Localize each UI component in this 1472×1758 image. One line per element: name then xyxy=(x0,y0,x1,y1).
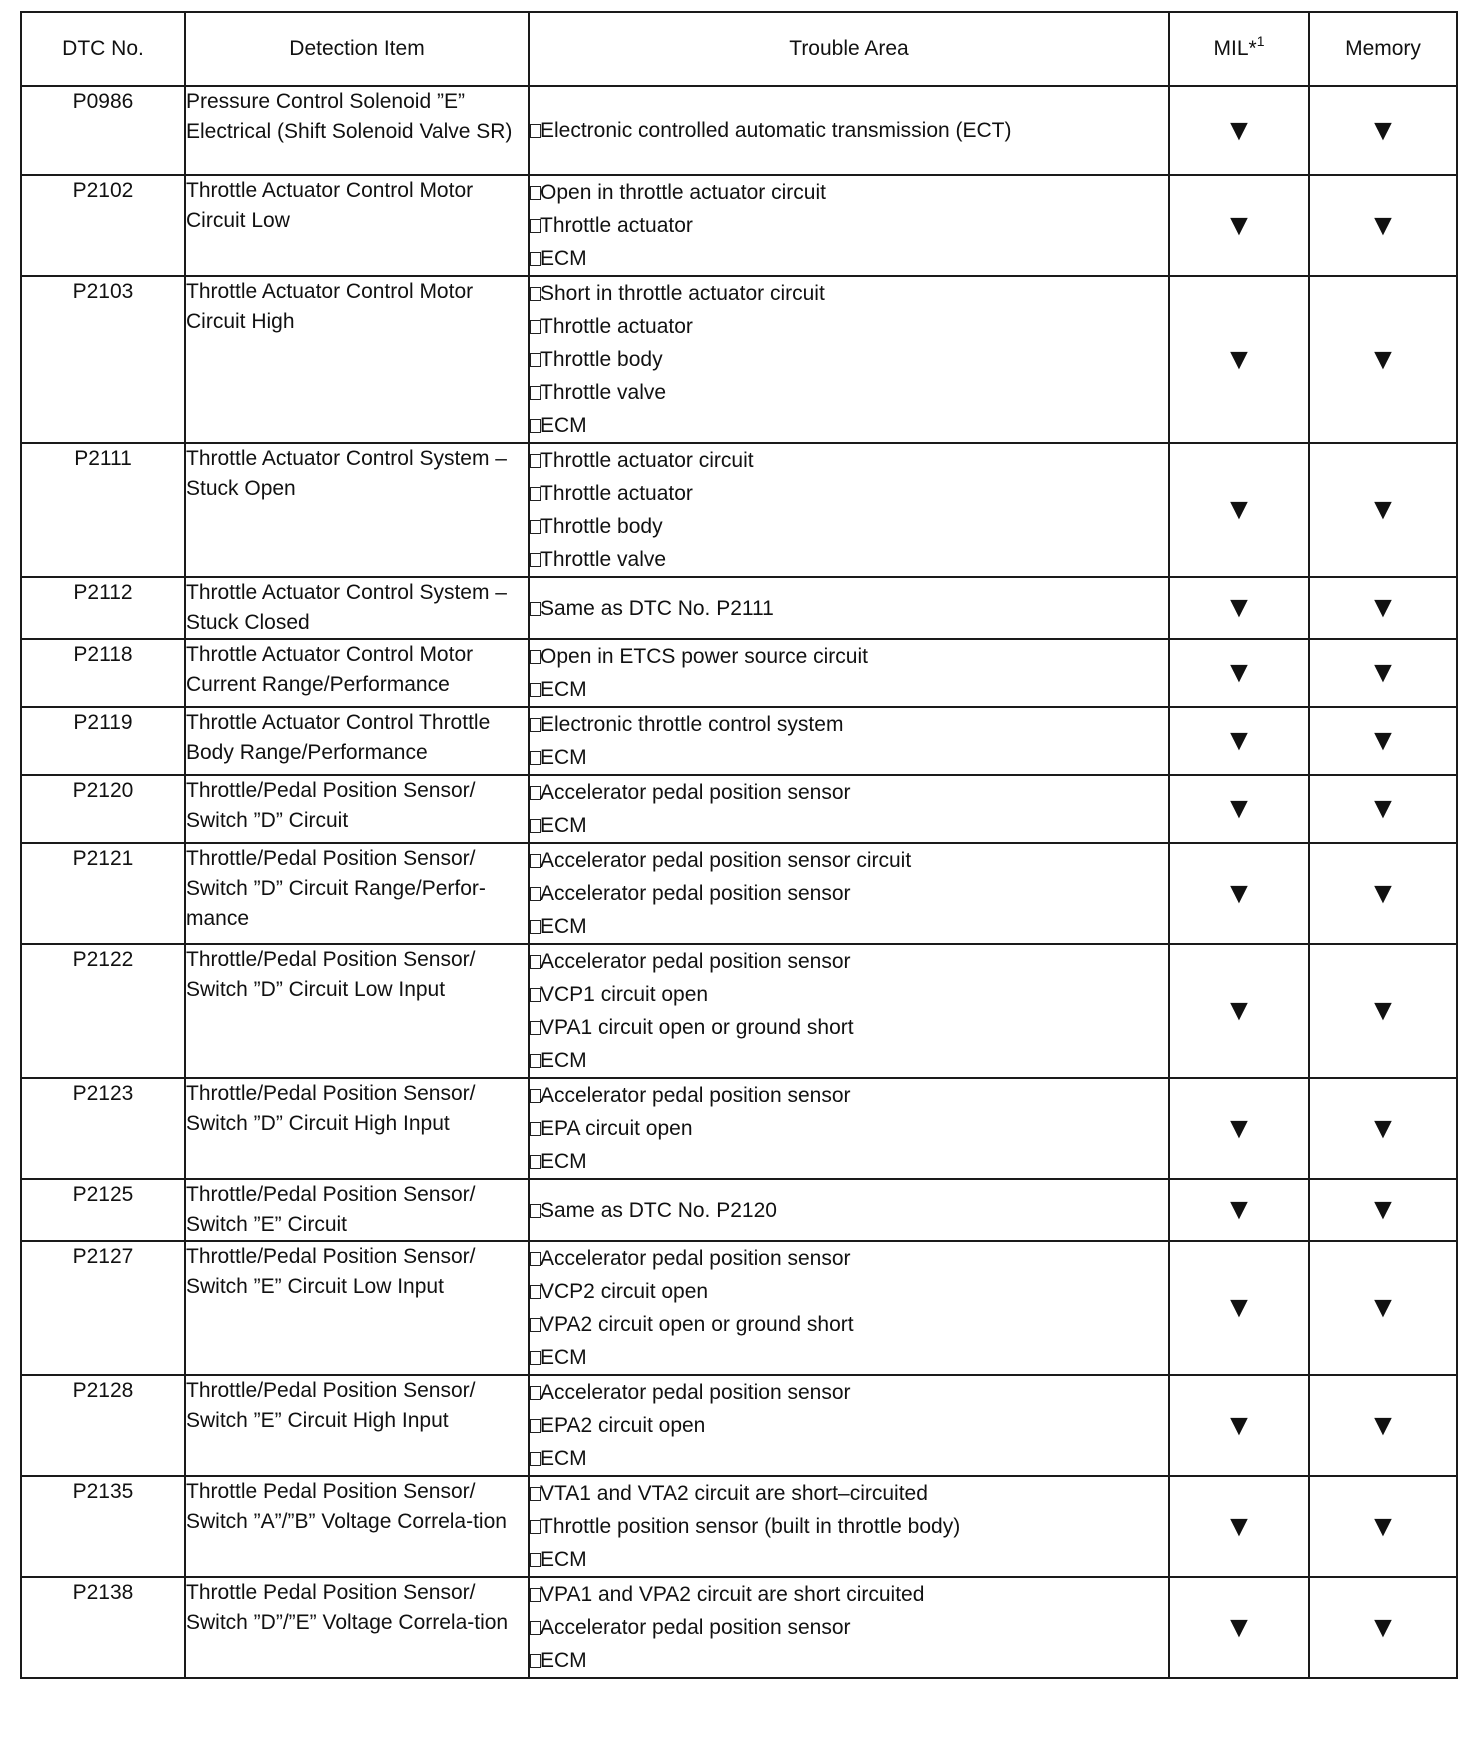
trouble-area-text: Throttle position sensor (built in throttle body) xyxy=(540,1515,961,1538)
trouble-area-text: Accelerator pedal position sensor circuit xyxy=(540,849,912,872)
trouble-area-item xyxy=(530,1308,1168,1341)
trouble-area-text: Accelerator pedal position sensor xyxy=(540,882,851,905)
trouble-area-text: Same as DTC No. P2111 xyxy=(540,596,774,620)
trouble-area-item xyxy=(530,310,1168,343)
trouble-area-text: VCP2 circuit open xyxy=(540,1280,709,1303)
trouble-area-text: Throttle body xyxy=(540,348,663,371)
mil-indicator-cell: ▼ xyxy=(1169,1241,1309,1375)
trouble-area-item xyxy=(530,1145,1168,1178)
trouble-area-item xyxy=(530,776,1168,809)
table-row xyxy=(21,1179,1457,1241)
dtc-code-cell: P2125 xyxy=(21,1179,185,1241)
memory-indicator-cell: ▼ xyxy=(1309,443,1457,577)
trouble-area-item xyxy=(530,844,1168,877)
dtc-code-cell: P2120 xyxy=(21,775,185,843)
trouble-area-cell xyxy=(529,1179,1169,1241)
trouble-area-text: VTA1 and VTA2 circuit are short–circuited xyxy=(540,1482,928,1505)
trouble-area-text: EPA2 circuit open xyxy=(540,1414,706,1437)
trouble-area-text: Accelerator pedal position sensor xyxy=(540,1084,851,1107)
trouble-area-item xyxy=(530,640,1168,673)
trouble-area-cell xyxy=(529,944,1169,1078)
trouble-area-item xyxy=(530,477,1168,510)
trouble-area-text: ECM xyxy=(540,1447,587,1470)
trouble-area-text: Electronic throttle control system xyxy=(540,713,844,736)
trouble-area-item xyxy=(530,376,1168,409)
dtc-code-cell: P2103 xyxy=(21,276,185,443)
dtc-code-cell: P2122 xyxy=(21,944,185,1078)
trouble-area-text: Open in ETCS power source circuit xyxy=(540,645,868,668)
table-row xyxy=(21,1078,1457,1179)
trouble-area-text: ECM xyxy=(540,746,587,769)
header-dtc-no: DTC No. xyxy=(21,12,185,86)
trouble-area-cell xyxy=(529,1476,1169,1577)
trouble-area-text: Throttle actuator xyxy=(540,482,693,505)
memory-indicator-cell: ▼ xyxy=(1309,1078,1457,1179)
trouble-area-item xyxy=(530,809,1168,842)
memory-indicator-cell: ▼ xyxy=(1309,1375,1457,1476)
trouble-area-text: VPA2 circuit open or ground short xyxy=(540,1313,854,1336)
trouble-area-text: ECM xyxy=(540,1548,587,1571)
mil-indicator-cell: ▼ xyxy=(1169,577,1309,639)
trouble-area-text: ECM xyxy=(540,1649,587,1672)
table-row xyxy=(21,175,1457,276)
trouble-area-text: ECM xyxy=(540,1150,587,1173)
table-row xyxy=(21,639,1457,707)
memory-indicator-cell: ▼ xyxy=(1309,1241,1457,1375)
table-row xyxy=(21,577,1457,639)
mil-indicator-cell: ▼ xyxy=(1169,775,1309,843)
header-row xyxy=(21,12,1457,86)
detection-item-cell: Throttle/Pedal Position Sensor/ Switch ”E” Circuit xyxy=(185,1179,529,1241)
trouble-area-item xyxy=(530,1578,1168,1611)
table-row xyxy=(21,843,1457,944)
memory-indicator-cell: ▼ xyxy=(1309,1577,1457,1678)
dtc-code-cell: P2121 xyxy=(21,843,185,944)
detection-item-cell: Throttle Actuator Control Motor Circuit Low xyxy=(185,175,529,276)
trouble-area-text: ECM xyxy=(540,247,587,270)
mil-indicator-cell: ▼ xyxy=(1169,1476,1309,1577)
detection-item-cell: Throttle Pedal Position Sensor/ Switch ”A”/”B” Voltage Correla-tion xyxy=(185,1476,529,1577)
trouble-area-item xyxy=(530,1409,1168,1442)
trouble-area-cell xyxy=(529,577,1169,639)
trouble-area-item xyxy=(530,1275,1168,1308)
trouble-area-item xyxy=(530,1510,1168,1543)
mil-indicator-cell: ▼ xyxy=(1169,944,1309,1078)
trouble-area-text: Throttle actuator xyxy=(540,214,693,237)
table-row xyxy=(21,1577,1457,1678)
trouble-area-text: Short in throttle actuator circuit xyxy=(540,282,825,305)
trouble-area-item xyxy=(530,1611,1168,1644)
header-detection-item: Detection Item xyxy=(185,12,529,86)
table-body xyxy=(21,86,1457,1678)
trouble-area-item xyxy=(530,708,1168,741)
detection-item-cell: Throttle/Pedal Position Sensor/ Switch ”D” Circuit Range/Perfor-mance xyxy=(185,843,529,944)
table-row xyxy=(21,443,1457,577)
trouble-area-text: VCP1 circuit open xyxy=(540,983,709,1006)
table-row xyxy=(21,276,1457,443)
trouble-area-item xyxy=(530,543,1168,576)
memory-indicator-cell: ▼ xyxy=(1309,175,1457,276)
dtc-code-cell: P2118 xyxy=(21,639,185,707)
trouble-area-item xyxy=(530,1543,1168,1576)
trouble-area-text: Throttle body xyxy=(540,515,663,538)
mil-indicator-cell: ▼ xyxy=(1169,175,1309,276)
trouble-area-item xyxy=(530,209,1168,242)
detection-item-cell: Throttle/Pedal Position Sensor/ Switch ”E” Circuit Low Input xyxy=(185,1241,529,1375)
memory-indicator-cell: ▼ xyxy=(1309,639,1457,707)
trouble-area-text: Throttle valve xyxy=(540,548,667,571)
mil-indicator-cell: ▼ xyxy=(1169,707,1309,775)
trouble-area-text: Throttle actuator circuit xyxy=(540,449,754,472)
trouble-area-cell xyxy=(529,1078,1169,1179)
trouble-area-item xyxy=(530,877,1168,910)
trouble-area-cell xyxy=(529,639,1169,707)
trouble-area-cell xyxy=(529,707,1169,775)
trouble-area-text: VPA1 and VPA2 circuit are short circuited xyxy=(540,1583,925,1606)
trouble-area-item xyxy=(530,910,1168,943)
trouble-area-item xyxy=(530,741,1168,774)
dtc-code-cell: P2135 xyxy=(21,1476,185,1577)
trouble-area-item xyxy=(530,1044,1168,1077)
detection-item-cell: Throttle Actuator Control Motor Circuit High xyxy=(185,276,529,443)
memory-indicator-cell: ▼ xyxy=(1309,86,1457,175)
trouble-area-item xyxy=(530,1341,1168,1374)
trouble-area-item xyxy=(530,1376,1168,1409)
trouble-area-item xyxy=(530,343,1168,376)
header-mil xyxy=(1169,12,1309,86)
trouble-area-text: Throttle valve xyxy=(540,381,667,404)
trouble-area-text: ECM xyxy=(540,814,587,837)
trouble-area-item xyxy=(530,409,1168,442)
trouble-area-cell xyxy=(529,276,1169,443)
detection-item-cell: Pressure Control Solenoid ”E” Electrical (Shift Solenoid Valve SR) xyxy=(185,86,529,175)
memory-indicator-cell: ▼ xyxy=(1309,944,1457,1078)
trouble-area-text: ECM xyxy=(540,1049,587,1072)
memory-indicator-cell: ▼ xyxy=(1309,1179,1457,1241)
trouble-area-cell xyxy=(529,1375,1169,1476)
trouble-area-text: Accelerator pedal position sensor xyxy=(540,1616,851,1639)
trouble-area-cell xyxy=(529,843,1169,944)
mil-indicator-cell: ▼ xyxy=(1169,639,1309,707)
detection-item-cell: Throttle Actuator Control System – Stuck Open xyxy=(185,443,529,577)
dtc-code-cell: P2111 xyxy=(21,443,185,577)
trouble-area-item xyxy=(530,510,1168,543)
table-row xyxy=(21,1476,1457,1577)
trouble-area-item xyxy=(530,1194,1168,1227)
table-row xyxy=(21,707,1457,775)
trouble-area-text: VPA1 circuit open or ground short xyxy=(540,1016,854,1039)
dtc-table xyxy=(20,11,1458,1679)
trouble-area-text: ECM xyxy=(540,1346,587,1369)
mil-indicator-cell: ▼ xyxy=(1169,1078,1309,1179)
trouble-area-item xyxy=(530,1477,1168,1510)
trouble-area-text: ECM xyxy=(540,678,587,701)
header-mil-footnote: 1 xyxy=(1256,33,1265,49)
detection-item-cell: Throttle Actuator Control System – Stuck Closed xyxy=(185,577,529,639)
trouble-area-item xyxy=(530,1112,1168,1145)
header-mil-label: MIL* xyxy=(1213,37,1257,60)
trouble-area-item xyxy=(530,592,1168,625)
dtc-code-cell: P2138 xyxy=(21,1577,185,1678)
mil-indicator-cell: ▼ xyxy=(1169,276,1309,443)
detection-item-cell: Throttle Pedal Position Sensor/ Switch ”D”/”E” Voltage Correla-tion xyxy=(185,1577,529,1678)
header-trouble-area: Trouble Area xyxy=(529,12,1169,86)
dtc-code-cell: P2119 xyxy=(21,707,185,775)
mil-indicator-cell: ▼ xyxy=(1169,443,1309,577)
trouble-area-cell xyxy=(529,1241,1169,1375)
table-row xyxy=(21,1375,1457,1476)
trouble-area-text: Accelerator pedal position sensor xyxy=(540,950,851,973)
dtc-code-cell: P2128 xyxy=(21,1375,185,1476)
dtc-code-cell: P2112 xyxy=(21,577,185,639)
mil-indicator-cell: ▼ xyxy=(1169,86,1309,175)
memory-indicator-cell: ▼ xyxy=(1309,276,1457,443)
detection-item-cell: Throttle/Pedal Position Sensor/ Switch ”D” Circuit Low Input xyxy=(185,944,529,1078)
mil-indicator-cell: ▼ xyxy=(1169,1375,1309,1476)
trouble-area-item xyxy=(530,978,1168,1011)
trouble-area-item xyxy=(530,945,1168,978)
memory-indicator-cell: ▼ xyxy=(1309,843,1457,944)
memory-indicator-cell: ▼ xyxy=(1309,577,1457,639)
trouble-area-text: Accelerator pedal position sensor xyxy=(540,1247,851,1270)
detection-item-cell: Throttle Actuator Control Throttle Body Range/Performance xyxy=(185,707,529,775)
trouble-area-item xyxy=(530,444,1168,477)
trouble-area-text: ECM xyxy=(540,915,587,938)
trouble-area-item xyxy=(530,1079,1168,1112)
mil-indicator-cell: ▼ xyxy=(1169,1179,1309,1241)
trouble-area-item xyxy=(530,1644,1168,1677)
trouble-area-item xyxy=(530,277,1168,310)
trouble-area-text: Accelerator pedal position sensor xyxy=(540,781,851,804)
trouble-area-cell xyxy=(529,1577,1169,1678)
trouble-area-cell xyxy=(529,775,1169,843)
trouble-area-item xyxy=(530,1011,1168,1044)
memory-indicator-cell: ▼ xyxy=(1309,775,1457,843)
detection-item-cell: Throttle Actuator Control Motor Current Range/Performance xyxy=(185,639,529,707)
header-memory: Memory xyxy=(1309,12,1457,86)
trouble-area-cell xyxy=(529,443,1169,577)
trouble-area-item xyxy=(530,242,1168,275)
dtc-code-cell: P0986 xyxy=(21,86,185,175)
dtc-code-cell: P2102 xyxy=(21,175,185,276)
table-row xyxy=(21,944,1457,1078)
memory-indicator-cell: ▼ xyxy=(1309,707,1457,775)
trouble-area-text: Open in throttle actuator circuit xyxy=(540,181,826,204)
trouble-area-item xyxy=(530,673,1168,706)
trouble-area-text: Accelerator pedal position sensor xyxy=(540,1381,851,1404)
trouble-area-cell xyxy=(529,175,1169,276)
trouble-area-item xyxy=(530,114,1168,147)
trouble-area-item xyxy=(530,176,1168,209)
memory-indicator-cell: ▼ xyxy=(1309,1476,1457,1577)
trouble-area-item xyxy=(530,1442,1168,1475)
trouble-area-text: EPA circuit open xyxy=(540,1117,693,1140)
mil-indicator-cell: ▼ xyxy=(1169,1577,1309,1678)
trouble-area-text: Same as DTC No. P2120 xyxy=(540,1198,777,1222)
detection-item-cell: Throttle/Pedal Position Sensor/ Switch ”E” Circuit High Input xyxy=(185,1375,529,1476)
trouble-area-text: Throttle actuator xyxy=(540,315,693,338)
dtc-code-cell: P2123 xyxy=(21,1078,185,1179)
table-row xyxy=(21,86,1457,175)
trouble-area-item xyxy=(530,1242,1168,1275)
table-row xyxy=(21,1241,1457,1375)
detection-item-cell: Throttle/Pedal Position Sensor/ Switch ”D” Circuit xyxy=(185,775,529,843)
trouble-area-cell xyxy=(529,86,1169,175)
table-row xyxy=(21,775,1457,843)
trouble-area-text: Electronic controlled automatic transmission (ECT) xyxy=(540,119,1012,142)
detection-item-cell: Throttle/Pedal Position Sensor/ Switch ”D” Circuit High Input xyxy=(185,1078,529,1179)
mil-indicator-cell: ▼ xyxy=(1169,843,1309,944)
dtc-code-cell: P2127 xyxy=(21,1241,185,1375)
trouble-area-text: ECM xyxy=(540,414,587,437)
